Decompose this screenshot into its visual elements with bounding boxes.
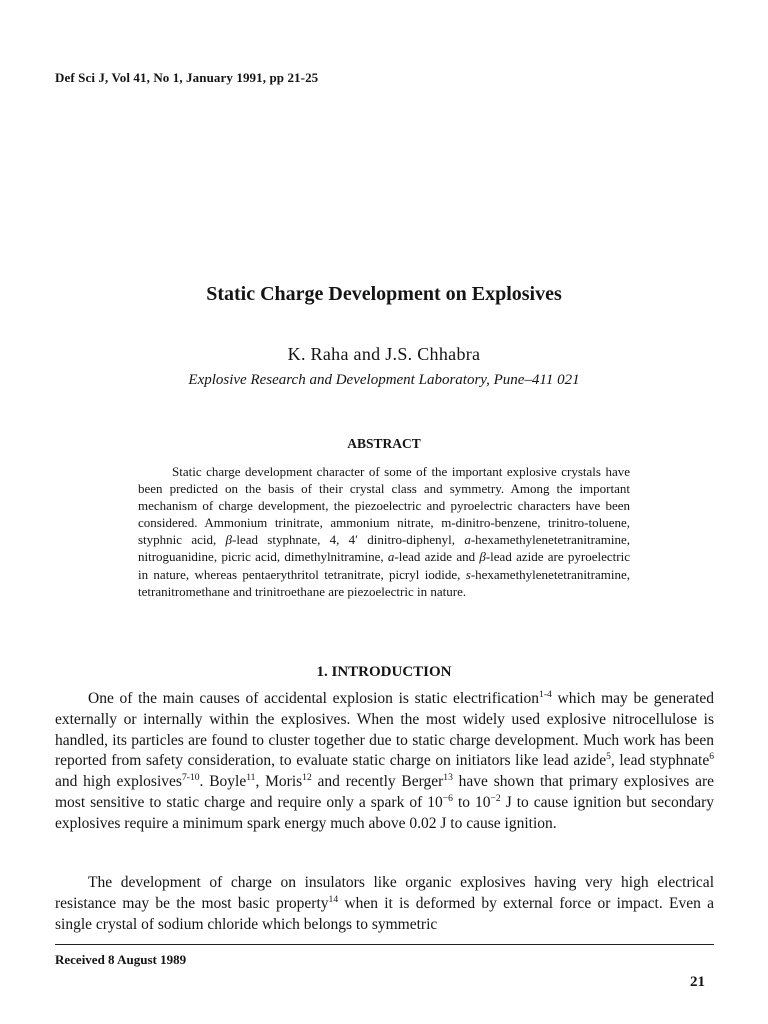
page-number: 21 — [690, 974, 705, 990]
paragraph-segment: . Boyle — [199, 773, 247, 791]
paragraph-segment: to 10 — [452, 793, 491, 811]
paragraph-segment: and high explosives — [55, 773, 182, 791]
author-affiliation: Explosive Research and Development Laboratory, Pune–411 021 — [188, 372, 580, 388]
introduction-paragraph-2 — [55, 873, 714, 935]
paragraph-segment: J to cause ignition but secondary explosives require a minimum spark energy much above 0.02 J to cause ignition. — [55, 793, 714, 832]
paragraph-segment: have shown that primary explosives are most sensitive to static charge and require only a spark of 10 — [55, 773, 714, 811]
abstract-segment: -lead azide and — [394, 549, 480, 565]
prefix-alpha: a — [464, 532, 471, 548]
footer-divider — [55, 944, 714, 945]
citation-superscript: 6 — [709, 751, 714, 763]
citation-superscript: 5 — [606, 751, 611, 763]
paragraph-segment: , Moris — [255, 773, 303, 791]
abstract-segment: Static charge development character of some of the important explosive crystals have been predicted on the basis of their crystal class and symmetry. Among the important mechanism of charge development, the piezoelectric and pyroelectric characters have been considered. Ammonium trinitrate, ammonium nitrate, m-dinitro-benzene, trinitro-toluene, styphnic acid, — [138, 464, 630, 548]
prefix-s: s — [465, 566, 471, 582]
abstract-segment: -lead styphnate, 4, 4′ dinitro-diphenyl, — [232, 532, 465, 548]
paragraph-segment: which may be generated externally or internally within the explosives. When the most widely used explosive nitrocellulose is handled, its particles are found to cluster together due to static charge development. Much work has been reported from safety consideration, to evaluate static charge on initiators like lead azide — [55, 690, 714, 770]
citation-superscript: 13 — [443, 772, 453, 784]
journal-reference: Def Sci J, Vol 41, No 1, January 1991, pp 21-25 — [55, 70, 319, 85]
paragraph-segment: One of the main causes of accidental explosion is static electrification — [88, 690, 540, 707]
paragraph-segment: when it is deformed by external force or impact. Even a single crystal of sodium chloride which belongs to symmetric — [55, 894, 714, 933]
abstract-segment: -lead azide are pyroelectric in nature, whereas pentaerythritol tetranitrate, picryl iodide, — [138, 549, 630, 582]
introduction-paragraph-1 — [55, 689, 714, 835]
article-title: Static Charge Development on Explosives — [206, 283, 562, 305]
abstract-text — [138, 463, 630, 600]
abstract-segment: -hexamethylenetetranitramine, nitroguanidine, picric acid, dimethylnitramine, — [138, 532, 630, 565]
section-heading-introduction: 1. INTRODUCTION — [316, 664, 452, 680]
abstract-segment: -hexamethylenetetranitramine, tetranitromethane and trinitroethane are piezoelectric in nature. — [138, 566, 630, 599]
paragraph-segment: and recently Berger — [311, 773, 444, 791]
citation-superscript: 1-4 — [539, 688, 552, 700]
prefix-alpha: a — [387, 549, 395, 565]
exponent-superscript: −2 — [490, 792, 501, 804]
paragraph-segment: The development of charge on insulators like organic explosives having very high electrical resistance may be the most basic property — [55, 874, 714, 912]
abstract-heading: ABSTRACT — [347, 436, 421, 451]
article-authors: K. Raha and J.S. Chhabra — [287, 344, 481, 364]
greek-beta: β — [479, 549, 486, 565]
citation-superscript: 14 — [328, 893, 339, 905]
exponent-superscript: −6 — [442, 792, 453, 804]
paragraph-segment: , lead styphnate — [610, 752, 710, 770]
citation-superscript: 11 — [246, 772, 256, 784]
greek-beta: β — [225, 532, 233, 548]
citation-superscript: 7-10 — [181, 772, 200, 784]
received-date: Received 8 August 1989 — [55, 952, 187, 967]
citation-superscript: 12 — [302, 772, 312, 784]
